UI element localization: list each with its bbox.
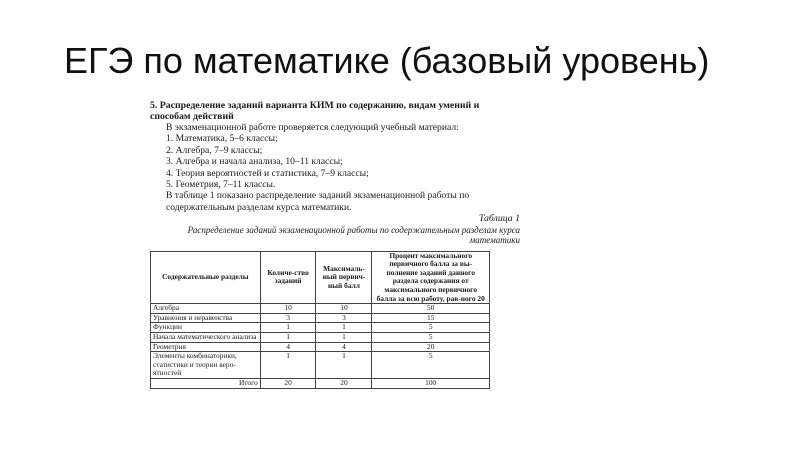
table-cell: Элементы комбинаторики, статистики и теории веро-ятностей [151,352,261,379]
topic-list [150,133,520,190]
table-cell: Геометрия [151,342,261,352]
table-cell: 20 [260,378,316,388]
table-cell: 4 [260,342,316,352]
table-caption: Распределение заданий экзаменационной работы по содержательным разделам курса математики [187,224,520,245]
table-cell: 5 [372,352,490,379]
list-item: 1. Математика, 5–6 классы; [166,133,278,145]
table-cell: Начала математического анализа [151,333,261,343]
document-intro: В экзаменационной работе проверяется следующий учебный материал: [166,122,459,133]
table-cell: 10 [316,304,372,314]
table-row [151,333,490,343]
table-cell: 20 [316,378,372,388]
table-cell: 4 [316,342,372,352]
list-item: 3. Алгебра и начала анализа, 10–11 классы; [166,156,343,168]
list-item: 4. Теория вероятностей и статистика, 7–9 классы; [166,167,369,179]
column-header: Количе-ство заданий [260,251,316,304]
distribution-table [150,251,490,389]
table-cell: 3 [260,313,316,323]
table-cell: Алгебра [151,304,261,314]
table-cell: 1 [260,323,316,333]
table-cell: 5 [372,323,490,333]
table-cell: 10 [260,304,316,314]
table-cell: 5 [372,333,490,343]
table-cell: Уравнения и неравенства [151,313,261,323]
list-item: 5. Геометрия, 7–11 классы. [166,179,276,191]
list-item: 2. Алгебра, 7–9 классы; [166,144,263,156]
document-heading: 5. Распределение заданий варианта КИМ по содержанию, видам умений и способам действий [150,100,480,122]
table-cell: 1 [316,333,372,343]
table-cell: 1 [260,352,316,379]
table-cell: Функции [151,323,261,333]
table-total-row [151,378,490,388]
table-header-row [151,251,490,304]
column-header: Максималь-ный первич-ный балл [316,251,372,304]
document-paragraph: В таблице 1 показано распределение заданий экзаменационной работы по содержательным разделам курса математики. [166,190,470,213]
table-row [151,304,490,314]
column-header: Содержательные разделы [151,251,261,304]
document-image [150,100,520,445]
table-label: Таблица 1 [478,213,520,225]
column-header: Процент максимального первичного балла за вы-полнение заданий данного раздела содержания от максимального первичного балла за всю работу, рав-ного 20 [372,251,490,304]
table-cell: 50 [372,304,490,314]
table-cell: 15 [372,313,490,323]
table-cell: 1 [260,333,316,343]
table-cell: 1 [316,352,372,379]
table-cell: 20 [372,342,490,352]
slide-title: ЕГЭ по математике (базовый уровень) [64,40,710,81]
table-cell: 100 [372,378,490,388]
table-cell: Итого [151,378,261,388]
table-row [151,352,490,379]
table-cell: 1 [316,323,372,333]
table-row [151,313,490,323]
table-cell: 3 [316,313,372,323]
